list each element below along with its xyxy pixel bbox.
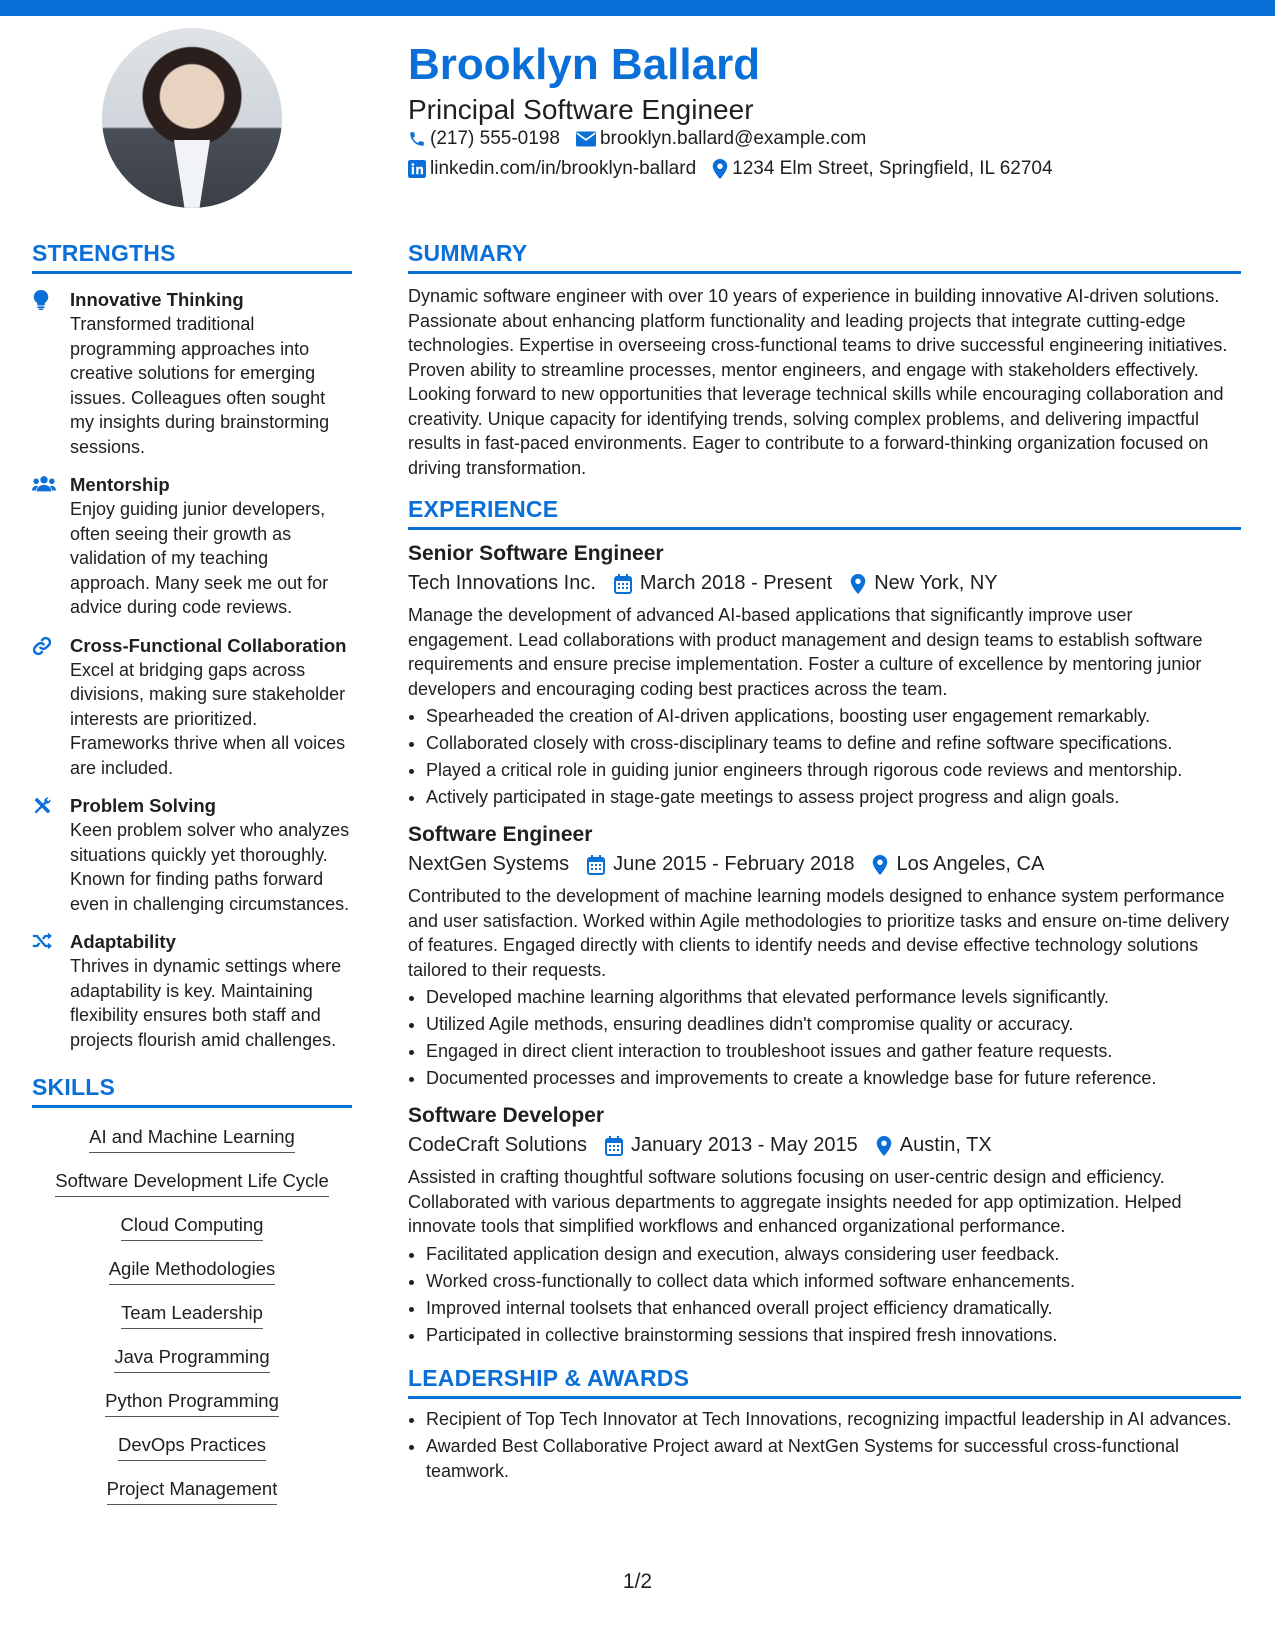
email-item[interactable] [576,128,866,150]
job-dates [587,853,854,876]
strength-title: Mentorship [70,474,170,495]
profile-photo [102,28,282,208]
skills-heading: SKILLS [32,1074,352,1108]
list-item: • Utilized Agile methods, ensuring deadlines didn't compromise quality or accuracy. [426,1011,1241,1038]
users-icon [32,475,56,493]
shuffle-icon [32,932,52,950]
calendar-icon [605,1136,623,1156]
job-bullets [408,984,1241,1092]
list-item: • Engaged in direct client interaction to troubleshoot issues and gather feature requests. [426,1038,1241,1065]
list-item: • Awarded Best Collaborative Project award at NextGen Systems for successful cross-functional teamwork. [426,1434,1241,1483]
list-item: • Played a critical role in guiding junior engineers through rigorous code reviews and mentorship. [426,757,1241,784]
job-dates-text: March 2018 - Present [639,572,833,594]
map-pin-icon [876,1136,892,1156]
job-title: Principal Software Engineer [408,94,754,125]
skill-tag: Agile Methodologies [109,1258,276,1285]
page-number: 1/2 [622,1570,653,1593]
address-item [712,158,1052,180]
list-item: • Participated in collective brainstorming sessions that inspired fresh innovations. [426,1322,1241,1349]
job-meta [408,853,1241,876]
strength-title: Cross-Functional Collaboration [70,634,347,656]
leadership-heading: LEADERSHIP & AWARDS [408,1365,1241,1399]
job-location [872,853,1044,876]
map-pin-icon [850,574,866,594]
summary-text: Dynamic software engineer with over 10 years of experience in building innovative AI-driven solutions. Passionate about enhancing platform functionality and leading projects that integrate cutting-edge technologies. Expertise in overseeing cross-functional teams to drive successful engineering initiatives. Proven ability to streamline processes, mentor engineers, and engage with stakeholders effectively. Looking forward to new opportunities that leverage technical skills while encouraging collaboration and creativity. Unique capacity for identifying trends, solving complex problems, and delivering impactful results in fast-paced environments. Eager to contribute to a forward-thinking organization focused on driving transformation. [408,286,1228,478]
phone-item [408,128,560,150]
linkedin-item[interactable] [408,158,696,180]
job-description: Assisted in crafting thoughtful software solutions focusing on user-centric design and efficiency. Collaborated with various departments to aggregate insights needed for app optimization. Helped innovate tools that simplified workflows and enhanced organizational performance. [408,1167,1182,1236]
strength-item [32,634,352,781]
company-name: NextGen Systems [408,853,570,875]
job-entry [408,1104,1241,1349]
list-item: • Spearheaded the creation of AI-driven applications, boosting user engagement remarkably. [426,703,1241,730]
skill-tag: AI and Machine Learning [89,1126,295,1153]
strength-item [32,794,352,916]
skill-tag: Java Programming [114,1346,269,1373]
list-item: • Developed machine learning algorithms that elevated performance levels significantly. [426,984,1241,1011]
strength-desc: Transformed traditional programming approaches into creative solutions for emerging issues. Colleagues often sought my insights during brainstorming sessions. [70,314,330,457]
skill-tag: Project Management [107,1478,278,1505]
job-entry-title: Software Developer [408,1104,605,1127]
skill-tag: Python Programming [105,1390,279,1417]
job-dates [605,1134,858,1157]
top-accent-bar [0,0,1275,16]
phone-icon [408,130,426,148]
strength-desc: Enjoy guiding junior developers, often seeing their growth as validation of my teaching approach. Many seek me out for advice during code reviews. [70,499,329,617]
map-pin-icon [872,855,888,875]
strength-item [32,288,352,459]
list-item: • Documented processes and improvements to create a knowledge base for future reference. [426,1065,1241,1092]
list-item: • Improved internal toolsets that enhanced overall project efficiency dramatically. [426,1295,1241,1322]
job-entry [408,542,1241,811]
job-location-text: New York, NY [874,572,998,594]
job-bullets [408,703,1241,811]
address-text: 1234 Elm Street, Springfield, IL 62704 [732,158,1053,179]
map-pin-icon [712,159,728,179]
job-entry-title: Software Engineer [408,823,593,846]
company-name: Tech Innovations Inc. [408,572,596,594]
job-dates [614,572,832,595]
strengths-heading: STRENGTHS [32,240,352,274]
skill-tag: Software Development Life Cycle [55,1170,329,1197]
strength-desc: Thrives in dynamic settings where adaptability is key. Maintaining flexibility ensures both staff and projects flourish amid challenges. [70,956,342,1050]
lightbulb-icon [32,290,50,310]
link-icon [32,636,52,656]
job-location-text: Los Angeles, CA [896,853,1045,875]
linkedin-text: linkedin.com/in/brooklyn-ballard [430,158,697,179]
tools-icon [32,796,52,816]
skills-list [32,1126,352,1522]
job-bullets [408,1241,1241,1349]
job-description: Contributed to the development of machine learning models designed to enhance system performance and user satisfaction. Worked within Agile methodologies to prioritize tasks and ensure on-time delivery of features. Engaged directly with clients to identify needs and devise effective technology solutions tailored to their requests. [408,886,1230,980]
job-entry-title: Senior Software Engineer [408,542,664,565]
email-text: brooklyn.ballard@example.com [599,128,867,149]
list-item: • Worked cross-functionally to collect data which informed software enhancements. [426,1268,1241,1295]
strength-desc: Excel at bridging gaps across divisions, making sure stakeholder interests are prioritized. Frameworks thrive when all voices are included. [70,659,346,778]
job-meta [408,1134,1241,1157]
list-item: • Actively participated in stage-gate meetings to assess project progress and align goals. [426,784,1241,811]
phone-text: (217) 555-0198 [430,128,560,149]
job-location [876,1134,992,1157]
list-item: • Collaborated closely with cross-disciplinary teams to define and refine software specifications. [426,730,1241,757]
job-entry [408,823,1241,1092]
list-item: • Facilitated application design and execution, always considering user feedback. [426,1241,1241,1268]
summary-heading: SUMMARY [408,240,1241,274]
calendar-icon [587,855,605,875]
job-meta [408,572,1241,595]
skill-tag: Team Leadership [121,1302,263,1329]
linkedin-icon [408,160,426,178]
job-dates-text: January 2013 - May 2015 [630,1134,858,1156]
job-description: Manage the development of advanced AI-based applications that significantly improve user engagement. Lead collaborations with product management and design teams to establish software requirements and ensure precise implementation. Foster a culture of excellence by mentoring junior developers and encouraging coding best practices across the team. [408,605,1203,699]
leadership-list [408,1407,1241,1484]
candidate-name: Brooklyn Ballard [408,40,761,89]
strength-title: Adaptability [70,931,176,952]
job-dates-text: June 2015 - February 2018 [613,853,855,875]
skill-tag: DevOps Practices [118,1434,266,1461]
job-location [850,572,997,595]
contact-row-2 [408,158,1069,180]
strength-item [32,930,352,1052]
left-column [32,240,352,1522]
job-location-text: Austin, TX [899,1134,992,1156]
right-column [408,240,1241,1483]
list-item: • Recipient of Top Tech Innovator at Tech Innovations, recognizing impactful leadership in AI advances. [426,1407,1241,1432]
company-name: CodeCraft Solutions [408,1134,587,1156]
experience-heading: EXPERIENCE [408,496,1241,530]
skill-tag: Cloud Computing [121,1214,264,1241]
envelope-icon [576,131,596,147]
contact-row-1 [408,128,882,150]
calendar-icon [614,574,632,594]
strength-desc: Keen problem solver who analyzes situations quickly yet thoroughly. Known for finding paths forward even in challenging circumstances. [70,820,350,914]
strength-title: Innovative Thinking [70,289,244,310]
strength-title: Problem Solving [70,795,216,816]
strength-item [32,473,352,620]
